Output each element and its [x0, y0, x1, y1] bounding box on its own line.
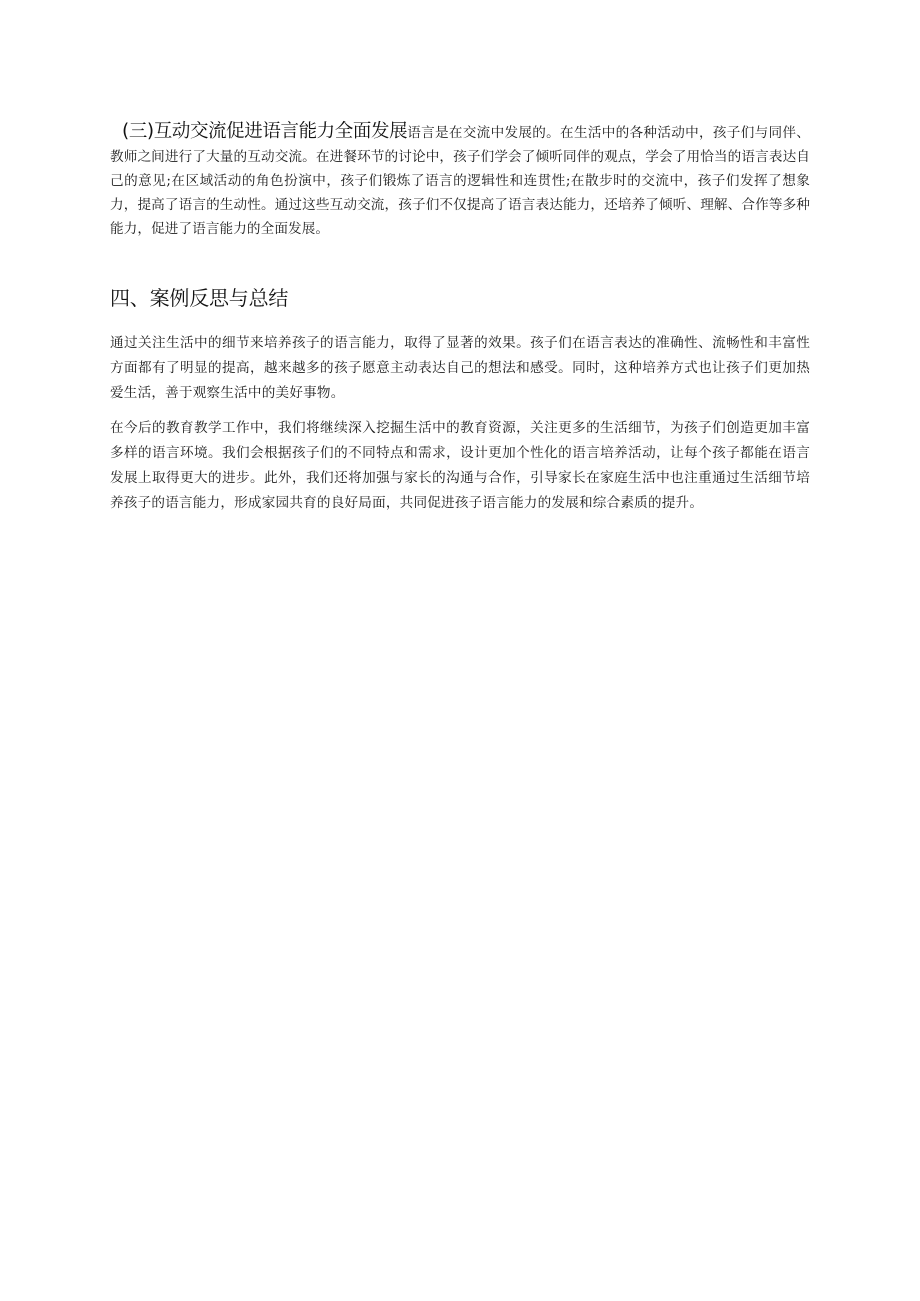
section-4-paragraph-1: 通过关注生活中的细节来培养孩子的语言能力，取得了显著的效果。孩子们在语言表达的准确性、流畅性和丰富性方面都有了明显的提高，越来越多的孩子愿意主动表达自己的想法和感受。同时，这种培养方式也让孩子们更加热爱生活，善于观察生活中的美好事物。 — [110, 335, 810, 401]
section-4-heading: 四、案例反思与总结 — [110, 286, 289, 310]
section-4-paragraph-2: 在今后的教育教学工作中，我们将继续深入挖掘生活中的教育资源，关注更多的生活细节，为孩子们创造更加丰富多样的语言环境。我们会根据孩子们的不同特点和需求，设计更加个性化的语言培养活动，让每个孩子都能在语言发展上取得更大的进步。此外，我们还将加强与家长的沟通与合作，引导家长在家庭生活中也注重通过生活细节培养孩子的语言能力，形成家园共育的良好局面，共同促进孩子语言能力的发展和综合素质的提升。 — [110, 420, 810, 511]
section-3-heading: (三)互动交流促进语言能力全面发展 — [122, 121, 408, 142]
section-3-body: 语言是在交流中发展的。在生活中的各种活动中，孩子们与同伴、教师之间进行了大量的互动交流。在进餐环节的讨论中，孩子们学会了倾听同伴的观点，学会了用恰当的语言表达自己的意见;在区域活动的角色扮演中，孩子们锻炼了语言的逻辑性和连贯性;在散步时的交流中，孩子们发挥了想象力，提高了语言的生动性。通过这些互动交流，孩子们不仅提高了语言表达能力，还培养了倾听、理解、合作等多种能力，促进了语言能力的全面发展。 — [110, 125, 810, 237]
section-3-paragraph — [110, 120, 810, 241]
document-page — [110, 120, 810, 516]
